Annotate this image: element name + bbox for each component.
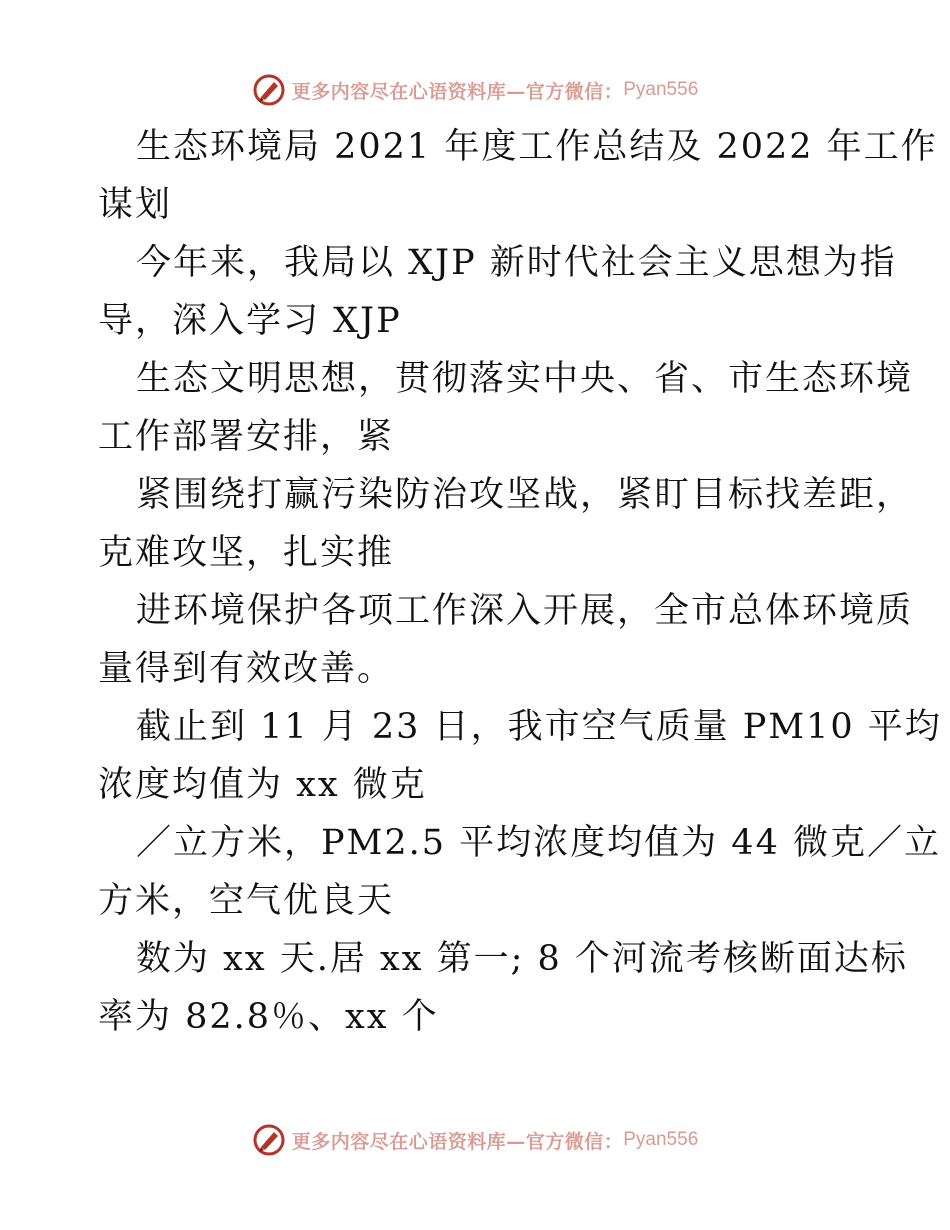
- pen-logo-icon: [252, 73, 286, 107]
- text-line: 导，深入学习 XJP: [98, 301, 402, 341]
- text-line: 克难攻坚，扎实推: [98, 533, 395, 573]
- header-watermark: [0, 70, 950, 110]
- text-line: 紧围绕打赢污染防治攻坚战，紧盯目标找差距，: [136, 475, 914, 515]
- text-line: 生态环境局 2021 年度工作总结及 2022 年工作: [136, 127, 938, 167]
- text-line: 生态文明思想，贯彻落实中央、省、市生态环境: [136, 359, 914, 399]
- header-watermark-id: Pyan556: [623, 79, 699, 100]
- text-line: 截止到 11 月 23 日，我市空气质量 PM10 平均: [136, 707, 942, 747]
- footer-watermark-id: Pyan556: [623, 1129, 699, 1150]
- text-line: 工作部署安排，紧: [98, 417, 395, 457]
- text-line: 量得到有效改善。: [98, 649, 395, 689]
- text-line: ／立方米，PM2.5 平均浓度均值为 44 微克／立: [136, 823, 941, 863]
- footer-watermark-text: 更多内容尽在心语资料库—官方微信：: [291, 1130, 624, 1153]
- footer-watermark: [0, 1120, 950, 1160]
- text-line: 今年来，我局以 XJP 新时代社会主义思想为指: [136, 243, 897, 283]
- document-body: [98, 118, 942, 1046]
- text-line: 谋划: [98, 185, 173, 225]
- text-line: 方米，空气优良天: [98, 881, 395, 921]
- text-line: 率为 82.8％、xx 个: [98, 997, 439, 1037]
- text-line: 浓度均值为 xx 微克: [98, 765, 427, 805]
- header-watermark-text: 更多内容尽在心语资料库—官方微信：: [291, 80, 624, 103]
- text-line: 进环境保护各项工作深入开展，全市总体环境质: [136, 591, 914, 631]
- pen-logo-icon: [252, 1123, 286, 1157]
- text-line: 数为 xx 天.居 xx 第一; 8 个河流考核断面达标: [136, 939, 908, 979]
